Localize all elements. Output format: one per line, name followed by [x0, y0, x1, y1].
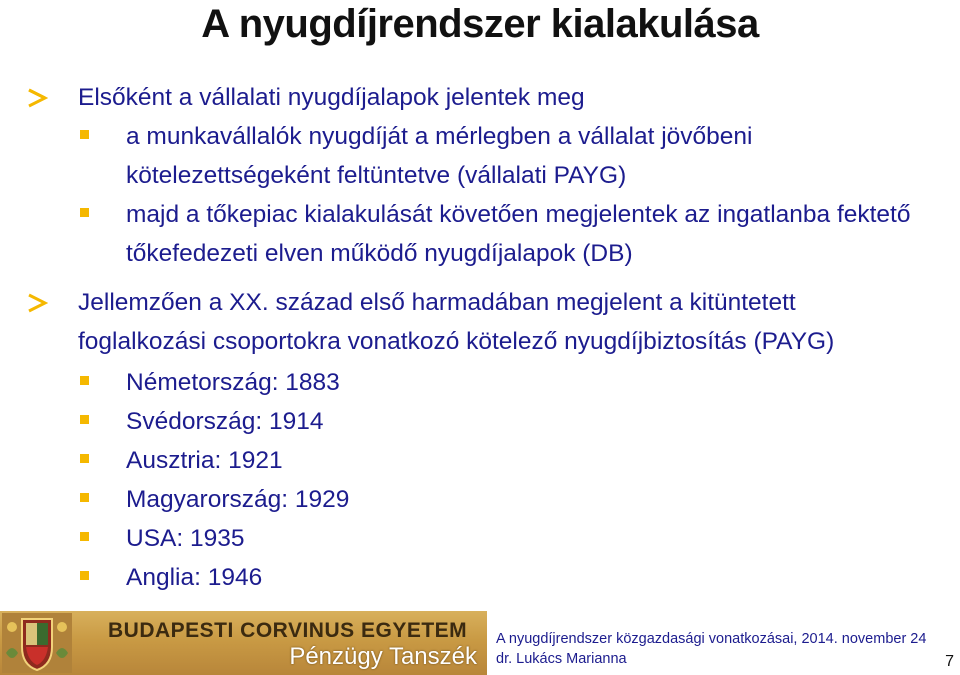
bullet-text-line: majd a tőkepiac kialakulását követően megjelentek az ingatlanba fektető [126, 201, 911, 228]
bullet-text: Németország: 1883 [126, 369, 340, 396]
slide-title: A nyugdíjrendszer kialakulása [201, 2, 759, 46]
bullet-level2 [126, 363, 956, 402]
square-bullet-icon [80, 376, 89, 385]
bullet-text: Svédország: 1914 [126, 408, 324, 435]
bullet-text: Anglia: 1946 [126, 564, 263, 591]
bullet-level2 [126, 195, 956, 273]
square-bullet-icon [80, 493, 89, 502]
square-bullet-icon [80, 415, 89, 424]
bullet-level2 [126, 441, 956, 480]
bullet-text-line: tőkefedezeti elven működő nyugdíjalapok (DB) [126, 240, 633, 267]
bullet-text-line: foglalkozási csoportokra vonatkozó kötelező nyugdíjbiztosítás (PAYG) [78, 328, 835, 355]
square-bullet-icon [80, 130, 89, 139]
square-bullet-icon [80, 571, 89, 580]
bullet-level1 [78, 283, 938, 361]
bullet-level2 [126, 519, 956, 558]
bullet-text: Magyarország: 1929 [126, 486, 350, 513]
bullet-level2 [126, 480, 956, 519]
footer-presentation-info: A nyugdíjrendszer közgazdasági vonatkozásai, 2014. november 24 [496, 631, 927, 647]
slide-footer [0, 611, 960, 675]
page-number: 7 [945, 653, 954, 670]
university-name: BUDAPESTI CORVINUS EGYETEM [108, 619, 468, 642]
bullet-level2 [126, 117, 956, 195]
bullet-text-line: Jellemzően a XX. század első harmadában megjelent a kitüntetett [78, 289, 796, 316]
bullet-text: Elsőként a vállalati nyugdíjalapok jelentek meg [78, 84, 585, 111]
university-banner [0, 611, 487, 675]
bullet-text: Ausztria: 1921 [126, 447, 283, 474]
bullet-level2 [126, 402, 956, 441]
square-bullet-icon [80, 532, 89, 541]
bullet-level2 [126, 558, 956, 597]
arrow-bullet-icon [26, 293, 48, 313]
footer-author: dr. Lukács Marianna [496, 651, 627, 667]
department-name: Pénzügy Tanszék [289, 643, 477, 670]
square-bullet-icon [80, 454, 89, 463]
bullet-level1 [78, 78, 938, 117]
bullet-text-line: kötelezettségeként feltüntetve (vállalati PAYG) [126, 162, 627, 189]
university-crest-icon [2, 613, 72, 673]
square-bullet-icon [80, 208, 89, 217]
bullet-text-line: a munkavállalók nyugdíját a mérlegben a vállalat jövőbeni [126, 123, 753, 150]
arrow-bullet-icon [26, 88, 48, 108]
bullet-text: USA: 1935 [126, 525, 245, 552]
